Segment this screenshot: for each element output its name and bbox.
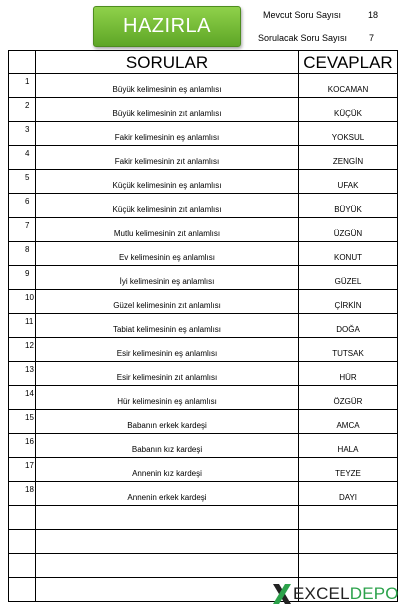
row-number: 17 (25, 461, 34, 470)
table-row (8, 482, 398, 506)
empty-number-cell (8, 506, 36, 530)
table-header-row (8, 50, 398, 74)
answer-text: BÜYÜK (334, 205, 362, 214)
sorulacak-soru-value[interactable]: 7 (369, 33, 375, 43)
question-cell[interactable] (36, 74, 299, 98)
row-number: 14 (25, 389, 34, 398)
empty-question-cell[interactable] (36, 506, 299, 530)
answer-cell[interactable] (299, 458, 398, 482)
answer-text: ÜZGÜN (333, 229, 363, 238)
question-text: Küçük kelimesinin eş anlamlısı (112, 181, 222, 190)
answer-text: ZENGİN (332, 157, 364, 166)
row-number-cell (8, 338, 36, 362)
row-number-cell (8, 410, 36, 434)
header-corner-cell (8, 50, 36, 74)
mevcut-soru-value: 18 (368, 10, 379, 20)
exceldepo-logo (272, 583, 397, 605)
question-text: Fakir kelimesinin eş anlamlısı (114, 133, 220, 142)
row-number: 3 (25, 125, 30, 134)
question-text: Fakir kelimesinin zıt anlamlısı (114, 157, 220, 166)
answer-cell[interactable] (299, 218, 398, 242)
row-number-cell (8, 242, 36, 266)
row-number: 6 (25, 197, 30, 206)
header-questions: SORULAR (36, 50, 299, 74)
question-text: Babanın kız kardeşi (131, 445, 203, 454)
row-number: 2 (25, 101, 30, 110)
row-number-cell (8, 482, 36, 506)
empty-question-cell[interactable] (36, 578, 299, 602)
table-row (8, 122, 398, 146)
question-cell[interactable] (36, 170, 299, 194)
question-text: Esir kelimesinin zıt anlamlısı (116, 373, 218, 382)
answer-cell[interactable] (299, 338, 398, 362)
question-cell[interactable] (36, 314, 299, 338)
header-answers: CEVAPLAR (299, 50, 398, 74)
answer-text: KOCAMAN (327, 85, 369, 94)
empty-row (8, 530, 398, 554)
table-row (8, 218, 398, 242)
row-number: 15 (25, 413, 34, 422)
answer-text: ÖZGÜR (333, 397, 363, 406)
answer-text: HALA (337, 445, 359, 454)
question-cell[interactable] (36, 434, 299, 458)
row-number-cell (8, 386, 36, 410)
question-cell[interactable] (36, 362, 299, 386)
table-row (8, 458, 398, 482)
empty-row (8, 554, 398, 578)
row-number-cell (8, 314, 36, 338)
answer-cell[interactable] (299, 290, 398, 314)
table-row (8, 194, 398, 218)
answer-cell[interactable] (299, 170, 398, 194)
answer-text: ÇİRKİN (334, 301, 362, 310)
logo-excel-text: EXCEL (293, 584, 350, 603)
row-number-cell (8, 362, 36, 386)
answer-text: YOKSUL (331, 133, 365, 142)
hazirla-button[interactable]: HAZIRLA (93, 6, 241, 47)
answer-cell[interactable] (299, 314, 398, 338)
answer-text: KÜÇÜK (333, 109, 362, 118)
table-row (8, 410, 398, 434)
question-cell[interactable] (36, 146, 299, 170)
answer-cell[interactable] (299, 194, 398, 218)
question-cell[interactable] (36, 386, 299, 410)
empty-row (8, 506, 398, 530)
question-text: Güzel kelimesinin zıt anlamlısı (113, 301, 221, 310)
logo-text (293, 584, 399, 604)
row-number: 13 (25, 365, 34, 374)
row-number-cell (8, 194, 36, 218)
row-number-cell (8, 266, 36, 290)
empty-number-cell (8, 554, 36, 578)
table-row (8, 338, 398, 362)
question-text: Tabiat kelimesinin eş anlamlısı (112, 325, 222, 334)
answer-cell[interactable] (299, 362, 398, 386)
answer-text: TEYZE (335, 469, 361, 478)
question-cell[interactable] (36, 266, 299, 290)
row-number: 12 (25, 341, 34, 350)
answer-text: KONUT (334, 253, 362, 262)
empty-answer-cell[interactable] (299, 554, 398, 578)
answer-cell[interactable] (299, 146, 398, 170)
row-number-cell (8, 122, 36, 146)
empty-question-cell[interactable] (36, 554, 299, 578)
question-cell[interactable] (36, 218, 299, 242)
question-cell[interactable] (36, 482, 299, 506)
table-row (8, 242, 398, 266)
row-number: 18 (25, 485, 34, 494)
row-number-cell (8, 74, 36, 98)
answer-text: AMCA (336, 421, 360, 430)
empty-number-cell (8, 530, 36, 554)
answer-cell[interactable] (299, 386, 398, 410)
question-cell[interactable] (36, 458, 299, 482)
empty-answer-cell[interactable] (299, 530, 398, 554)
row-number-cell (8, 218, 36, 242)
answer-cell[interactable] (299, 242, 398, 266)
question-cell[interactable] (36, 338, 299, 362)
question-cell[interactable] (36, 290, 299, 314)
answer-cell[interactable] (299, 266, 398, 290)
question-text: Annenin kız kardeşi (132, 469, 202, 478)
question-text: Esir kelimesinin eş anlamlısı (116, 349, 218, 358)
question-text: Büyük kelimesinin eş anlamlısı (112, 85, 222, 94)
question-text: Annenin erkek kardeşi (127, 493, 207, 502)
answer-text: DAYI (338, 493, 358, 502)
question-cell[interactable] (36, 242, 299, 266)
answer-text: UFAK (337, 181, 359, 190)
logo-depo-text: DEPO (349, 584, 399, 603)
question-text: İyi kelimesinin eş anlamlısı (119, 277, 215, 286)
answer-text: DOĞA (336, 325, 360, 334)
table-row (8, 146, 398, 170)
answer-text: GÜZEL (334, 277, 362, 286)
empty-answer-cell[interactable] (299, 506, 398, 530)
question-cell[interactable] (36, 98, 299, 122)
question-table (8, 50, 398, 602)
sorulacak-soru-label: Sorulacak Soru Sayısı (258, 33, 348, 43)
question-cell[interactable] (36, 410, 299, 434)
table-row (8, 362, 398, 386)
table-row (8, 266, 398, 290)
table-row (8, 170, 398, 194)
empty-number-cell (8, 578, 36, 602)
row-number: 9 (25, 269, 30, 278)
answer-cell[interactable] (299, 98, 398, 122)
row-number-cell (8, 146, 36, 170)
answer-cell[interactable] (299, 74, 398, 98)
row-number: 11 (25, 317, 34, 326)
question-text: Hür kelimesinin eş anlamlısı (117, 397, 217, 406)
table-row (8, 314, 398, 338)
question-cell[interactable] (36, 122, 299, 146)
table-row (8, 434, 398, 458)
exceldepo-x-icon (272, 583, 292, 605)
question-text: Mutlu kelimesinin zıt anlamlısı (113, 229, 221, 238)
answer-text: TUTSAK (332, 349, 364, 358)
row-number: 5 (25, 173, 30, 182)
question-text: Ev kelimesinin eş anlamlısı (118, 253, 216, 262)
empty-question-cell[interactable] (36, 530, 299, 554)
row-number-cell (8, 434, 36, 458)
table-row (8, 386, 398, 410)
question-text: Babanın erkek kardeşi (127, 421, 207, 430)
table-row (8, 74, 398, 98)
row-number-cell (8, 458, 36, 482)
row-number: 16 (25, 437, 34, 446)
question-cell[interactable] (36, 194, 299, 218)
answer-cell[interactable] (299, 410, 398, 434)
row-number: 1 (25, 77, 30, 86)
row-number-cell (8, 290, 36, 314)
table-row (8, 290, 398, 314)
row-number: 7 (25, 221, 30, 230)
row-number: 10 (25, 293, 34, 302)
question-text: Küçük kelimesinin zıt anlamlısı (112, 205, 222, 214)
row-number-cell (8, 170, 36, 194)
row-number: 8 (25, 245, 30, 254)
table-row (8, 98, 398, 122)
mevcut-soru-label: Mevcut Soru Sayısı (263, 10, 342, 20)
answer-cell[interactable] (299, 434, 398, 458)
row-number: 4 (25, 149, 30, 158)
answer-cell[interactable] (299, 482, 398, 506)
row-number-cell (8, 98, 36, 122)
question-text: Büyük kelimesinin zıt anlamlısı (112, 109, 222, 118)
answer-text: HÜR (339, 373, 357, 382)
answer-cell[interactable] (299, 122, 398, 146)
